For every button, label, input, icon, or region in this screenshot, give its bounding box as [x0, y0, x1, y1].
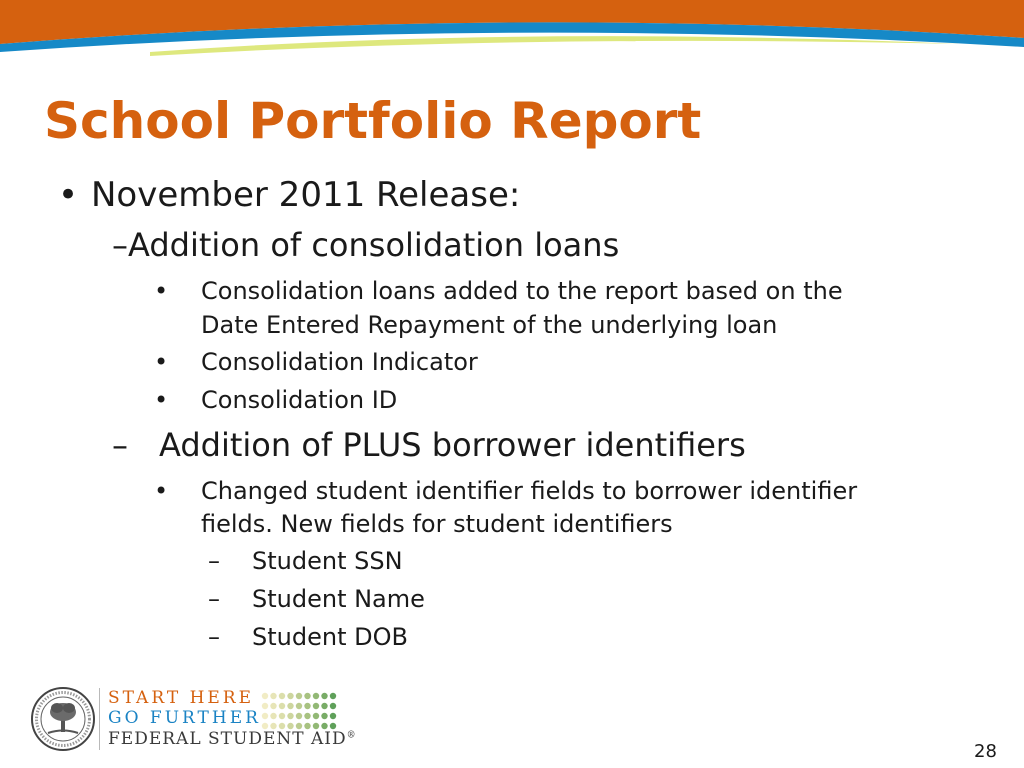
bullet-text: Consolidation ID: [201, 386, 398, 414]
bullet-level3: [154, 474, 857, 508]
federal-student-aid-logo: [30, 686, 357, 752]
bullet-level1: [58, 175, 520, 215]
bullet-text: fields. New fields for student identifiers: [201, 510, 673, 538]
bullet-level2: [112, 226, 619, 264]
logo-dot: [262, 713, 268, 719]
logo-dot: [304, 723, 310, 729]
logo-dot: [287, 703, 293, 709]
logo-dot: [279, 693, 285, 699]
logo-text-line2: GO FURTHER: [108, 708, 261, 728]
logo-dot: [313, 713, 319, 719]
logo-dot: [313, 723, 319, 729]
logo-dot: [270, 703, 276, 709]
logo-divider: [99, 688, 100, 750]
logo-dot: [304, 693, 310, 699]
logo-dot: [262, 703, 268, 709]
bullet-text: Student SSN: [252, 547, 403, 575]
logo-dot: [296, 723, 302, 729]
logo-dot: [287, 713, 293, 719]
logo-text-line1: START HERE: [108, 688, 255, 708]
bullet-level3: [154, 383, 397, 417]
bullet-text: Consolidation loans added to the report based on the: [201, 277, 843, 305]
logo-dot: [321, 693, 327, 699]
bullet-text: Consolidation Indicator: [201, 348, 478, 376]
bullet-marker: •: [58, 175, 79, 215]
logo-dot: [321, 713, 327, 719]
bullet-text: Student DOB: [252, 623, 408, 651]
bullet-level3-continuation: [154, 507, 673, 541]
bullet-marker: –: [208, 585, 220, 613]
bullet-level2: [112, 426, 746, 464]
logo-dot: [270, 723, 276, 729]
bullet-level3: [154, 345, 478, 379]
bullet-text: Student Name: [252, 585, 425, 613]
bullet-marker: –: [208, 623, 220, 651]
bullet-marker: •: [154, 386, 169, 414]
page-number: 28: [974, 741, 997, 762]
bullet-level4: [208, 584, 425, 614]
bullet-level4: [208, 622, 408, 652]
bullet-text: Changed student identifier fields to borrower identifier: [201, 477, 858, 505]
logo-dot: [304, 713, 310, 719]
logo-dot: [287, 693, 293, 699]
logo-dot: [296, 693, 302, 699]
logo-dot: [262, 723, 268, 729]
bullet-text: Addition of PLUS borrower identifiers: [159, 426, 746, 464]
logo-dot: [330, 713, 336, 719]
logo-dot: [279, 713, 285, 719]
registered-mark: ®: [346, 730, 357, 741]
logo-text: FEDERAL STUDENT AID: [108, 729, 347, 749]
dot-grid-icon: [260, 691, 340, 733]
logo-dot: [313, 693, 319, 699]
header-banner: [0, 0, 1024, 60]
bullet-text: November 2011 Release:: [91, 175, 521, 215]
logo-dot: [279, 703, 285, 709]
logo-dot: [321, 703, 327, 709]
logo-dot: [270, 693, 276, 699]
bullet-text: Addition of consolidation loans: [128, 226, 620, 264]
bullet-marker: •: [154, 477, 169, 505]
bullet-marker: •: [154, 348, 169, 376]
bullet-level4: [208, 546, 403, 576]
bullet-marker: –: [208, 547, 220, 575]
bullet-marker: •: [154, 277, 169, 305]
bullet-marker: –: [112, 226, 128, 264]
bullet-level3-continuation: [154, 308, 777, 342]
bullet-level3: [154, 274, 843, 308]
logo-dot: [330, 693, 336, 699]
logo-dot: [262, 693, 268, 699]
department-of-education-seal-icon: [30, 686, 96, 752]
logo-dot: [304, 703, 310, 709]
logo-dot: [287, 723, 293, 729]
bullet-text: Date Entered Repayment of the underlying loan: [201, 311, 778, 339]
logo-dot: [279, 723, 285, 729]
logo-dot: [313, 703, 319, 709]
logo-dot: [296, 703, 302, 709]
logo-dot: [321, 723, 327, 729]
logo-dot: [330, 723, 336, 729]
bullet-marker: –: [112, 426, 128, 464]
slide-title: School Portfolio Report: [44, 92, 702, 150]
logo-dot: [296, 713, 302, 719]
logo-dot: [270, 713, 276, 719]
logo-dot: [330, 703, 336, 709]
